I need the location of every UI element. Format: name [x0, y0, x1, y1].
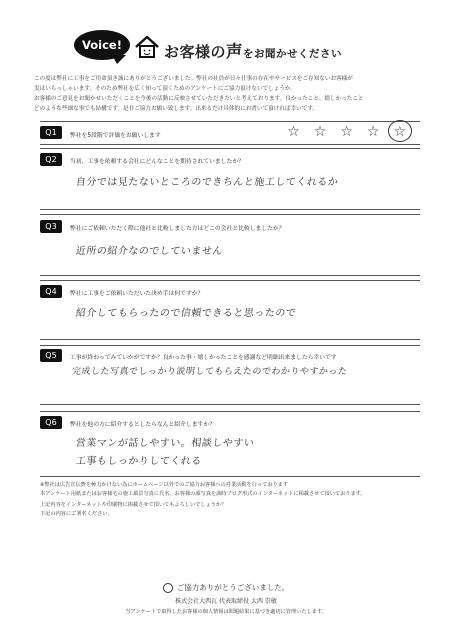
question-text: 弊社を5段階で評価をお願いします	[70, 133, 161, 139]
question-number: Q4	[40, 285, 62, 298]
page-header	[74, 22, 384, 66]
answer-text: 営業マンが話しやすい。相談しやすい	[75, 438, 255, 449]
star-icon[interactable]: ☆	[313, 124, 327, 140]
answer-text: 紹介してもらったので信頼できると思ったので	[75, 308, 297, 319]
rating-stars	[287, 124, 406, 140]
note-line: 本アンケート用紙またはお客様宅の施工風景写真に氏名、お客様の顔写真を満時ブログ形式のインターネットに掲載させて頂いております。	[40, 491, 366, 497]
voice-badge-tail	[112, 55, 126, 64]
question-q5	[40, 345, 420, 405]
intro-line: お客様のご意見をお聞かせいただくことを今後の活動に反映させていただきたいと考えております。良かったこと、嬉しかったこと	[34, 96, 364, 102]
house-icon	[134, 34, 160, 60]
question-q2	[40, 148, 420, 210]
note-line: ※弊社は広告宣伝費を極力かけない為にホームページ以外でのご協力お客様への営業活動を行っております	[40, 482, 289, 488]
star-glyph: ☆	[393, 124, 406, 140]
answer-text: 完成した写真でしっかり説明してもらえたのでわかりやすかった	[71, 367, 348, 377]
intro-line: この度は弊社に工事をご用命頂き誠にありがとうございました。弊社の社員が日々仕事の存在やサービスをご存知ないお客様が	[34, 76, 353, 82]
company-line: 株式会社大西瓦 代表取締役 大西 崇敏	[175, 598, 277, 605]
star-icon[interactable]: ☆	[287, 124, 300, 140]
question-text: 弊社を他の方に紹介するとしたらなんと紹介しますか？	[70, 422, 215, 428]
question-text: 弊社に工事をご依頼いただいた決め手は何ですか？	[70, 291, 204, 297]
thanks-line	[0, 582, 452, 593]
answer-text: 自分では見たないところのできちんと施工してくれるか	[75, 177, 339, 188]
question-number: Q2	[40, 153, 62, 166]
star-icon[interactable]: ☆	[340, 124, 353, 140]
question-q1	[40, 121, 420, 145]
thanks-text: ご協力ありがとうございました。	[176, 583, 290, 592]
question-text: 当初、工事を依頼する会社にどんなことを期待されていましたか？	[70, 159, 244, 165]
question-number: Q3	[40, 220, 62, 233]
notes-section	[40, 481, 420, 519]
question-q6	[40, 411, 420, 477]
question-number: Q1	[40, 126, 62, 139]
question-text: 工事が終わってみていかがですか？良かった事・嬉しかったことを感謝など明細出来ましたら幸いです	[70, 355, 337, 361]
note-line: 上記内容をインターネットや印刷物に掲載させて頂いてもよろしいでしょうか？	[40, 502, 227, 508]
circle-mark-icon	[388, 120, 412, 142]
title-mid: をお聞かせください	[243, 48, 343, 60]
page-title	[164, 38, 342, 62]
question-text: 弊社にご依頼いただく際に他社と比較しました方はどこの会社と比較しましたか？	[70, 226, 285, 232]
smile-icon	[163, 583, 173, 593]
intro-text	[34, 74, 424, 114]
intro-line: 実はいらっしゃいます。そのため弊社を広く知って頂くためのアンケートにご協力頂けないでしょうか。	[34, 86, 297, 92]
title-pre: お客様の	[164, 43, 227, 61]
voice-badge: Voice!	[74, 30, 130, 60]
note-line: 下記の内容にご署名ください。	[40, 511, 113, 517]
answer-text: 近所の紹介なのでしていません	[75, 246, 224, 257]
page-footer	[0, 582, 452, 615]
question-q4	[40, 280, 420, 340]
answer-text-line2: 工事もしっかりしてくれる	[75, 456, 203, 467]
star-icon[interactable]: ☆	[366, 124, 380, 140]
question-number: Q5	[40, 349, 62, 362]
star-icon-selected[interactable]	[393, 124, 406, 140]
question-q3	[40, 214, 420, 276]
intro-line: どのような些細な事でも結構です。是非ご協力お願い致します。出来るだけ具体的にお書いて頂ければ幸いです。	[34, 106, 318, 112]
question-number: Q6	[40, 416, 62, 429]
title-big: 声	[226, 42, 244, 61]
privacy-note: 当アンケートで取得したお客様の個人情報は問題結果に基づき適切に管理いたします。	[125, 609, 327, 615]
